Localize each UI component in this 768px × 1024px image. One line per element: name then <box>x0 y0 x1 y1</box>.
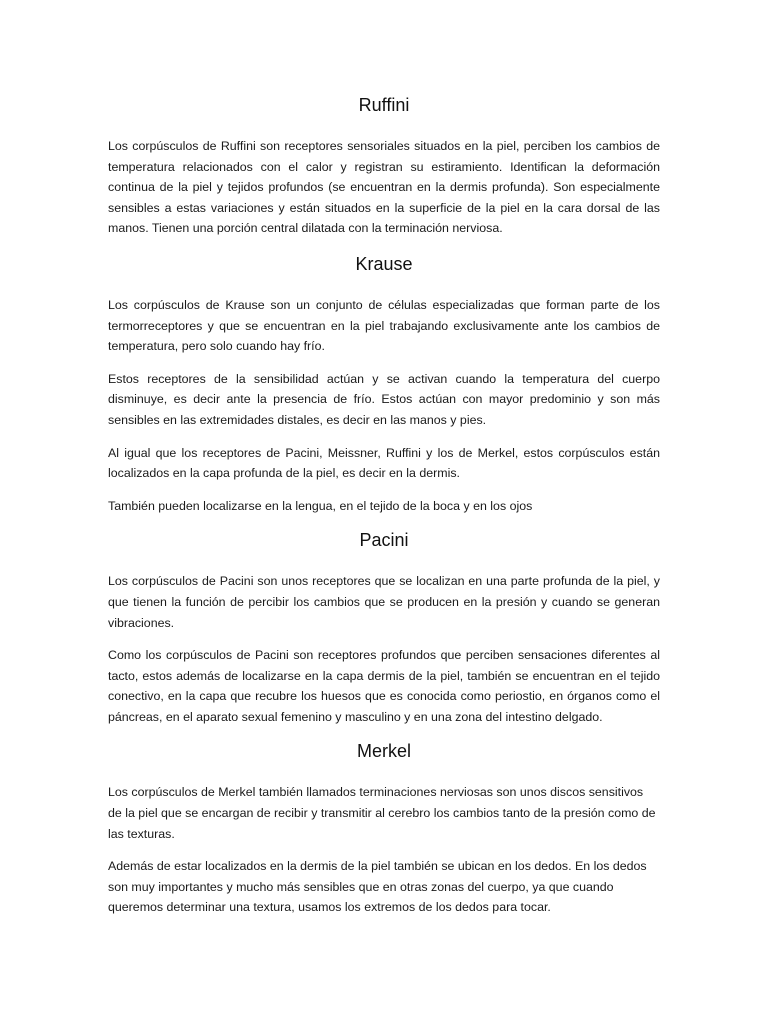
paragraph: Al igual que los receptores de Pacini, Meissner, Ruffini y los de Merkel, estos corpúsculos están localizados en la capa profunda de la piel, es decir en la dermis. <box>108 445 660 481</box>
paragraph: Estos receptores de la sensibilidad actúan y se activan cuando la temperatura del cuerpo disminuye, es decir ante la presencia de frío. Estos actúan con mayor predominio y son más sensibles en las extremidades distales, es decir en las manos y pies. <box>108 371 660 427</box>
paragraph: Los corpúsculos de Merkel también llamados terminaciones nerviosas son unos discos sensitivos de la piel que se encargan de recibir y transmitir al cerebro los cambios tanto de la presión como de las texturas. <box>108 785 656 841</box>
document-page <box>108 93 660 930</box>
paragraph: Los corpúsculos de Pacini son unos receptores que se localizan en una parte profunda de la piel, y que tienen la función de percibir los cambios que se producen en la presión y cuando se generan vibraciones. <box>108 574 660 630</box>
paragraph: Los corpúsculos de Ruffini son receptores sensoriales situados en la piel, perciben los cambios de temperatura relacionados con el calor y registran su estiramiento. Identifican la deformación continua de la piel y tejidos profundos (se encuentran en la dermis profunda). Son especialmente sensibles a estas variaciones y están situados en la superficie de la piel en la cara dorsal de las manos. Tienen una porción central dilatada con la terminación nerviosa. <box>108 139 660 236</box>
section-heading: Pacini <box>359 530 409 551</box>
paragraph: Como los corpúsculos de Pacini son receptores profundos que perciben sensaciones diferentes al tacto, estos además de localizarse en la capa dermis de la piel, también se encuentran en el tejido conectivo, en la capa que recubre los huesos que es conocida como periostio, en órganos como el páncreas, en el aparato sexual femenino y masculino y en una zona del intestino delgado. <box>108 648 660 724</box>
paragraph: Además de estar localizados en la dermis de la piel también se ubican en los dedos. En los dedos son muy importantes y mucho más sensibles que en otras zonas del cuerpo, ya que cuando queremos determinar una textura, usamos los extremos de los dedos para tocar. <box>108 859 647 915</box>
section-heading: Krause <box>355 253 413 274</box>
section-ruffini <box>108 93 660 239</box>
section-krause <box>108 252 660 516</box>
paragraph: También pueden localizarse en la lengua, en el tejido de la boca y en los ojos <box>108 498 533 513</box>
paragraph: Los corpúsculos de Krause son un conjunto de células especializadas que forman parte de los termorreceptores y que se encuentran en la piel trabajando exclusivamente ante los cambios de temperatura, pero solo cuando hay frío. <box>108 297 660 354</box>
section-pacini <box>108 528 660 727</box>
section-merkel <box>108 739 660 918</box>
section-heading: Merkel <box>356 741 411 762</box>
section-heading: Ruffini <box>358 95 410 115</box>
